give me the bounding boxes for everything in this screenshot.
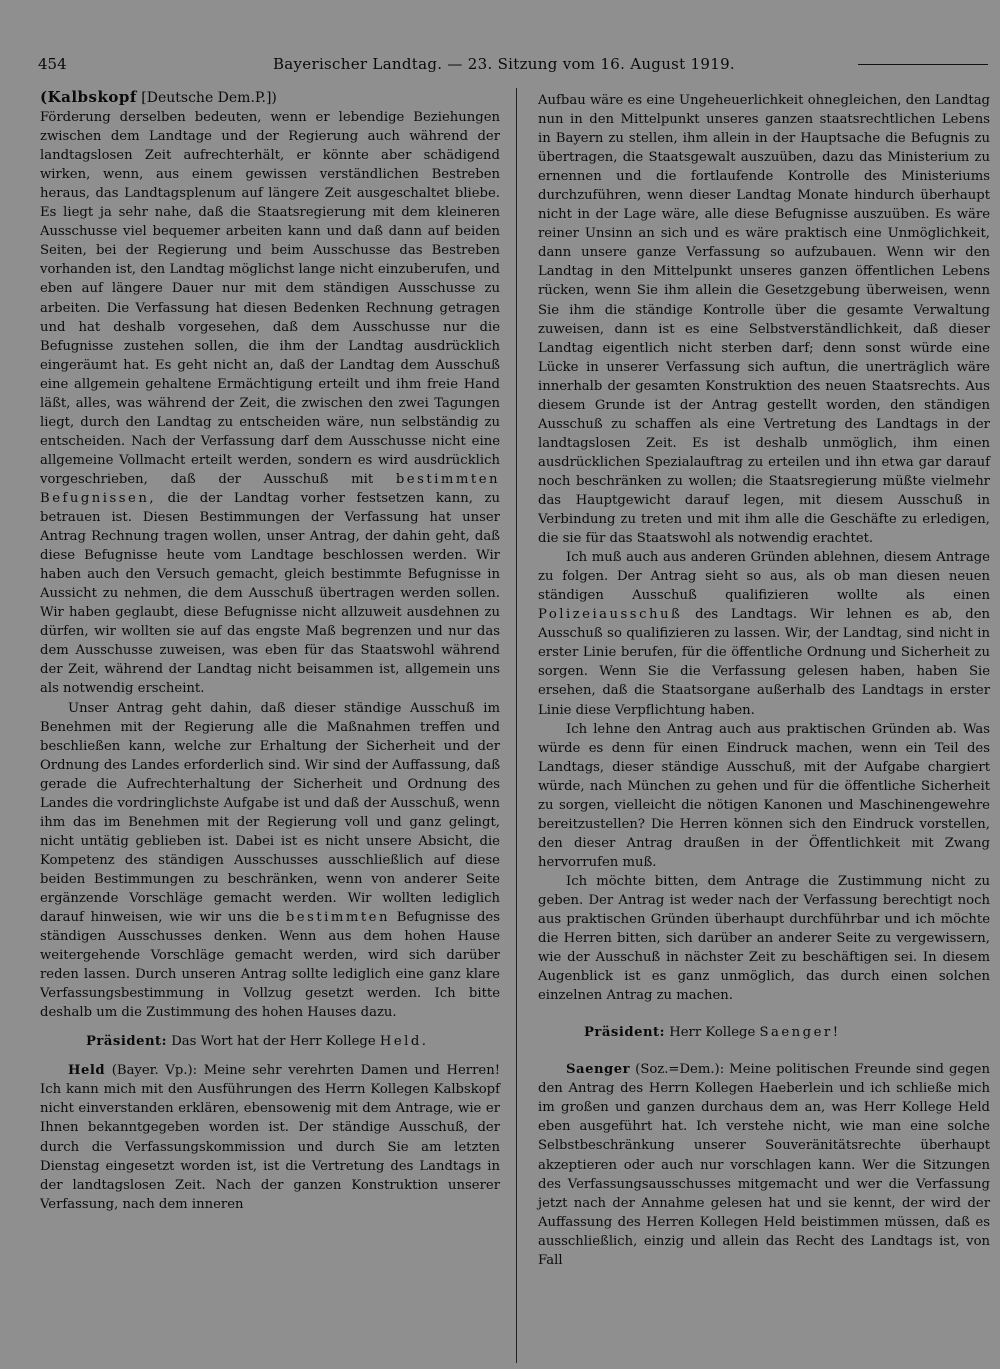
spacer — [40, 1022, 500, 1032]
spaced-emphasis: Polizeiausschuß — [538, 607, 683, 623]
spacer — [538, 1042, 990, 1060]
president-line — [40, 1032, 500, 1051]
column-divider — [516, 88, 517, 1363]
paragraph — [538, 548, 990, 719]
paragraph-text: des Landtags. Wir lehnen es ab, den Ausschuß so qualifizieren zu lassen. Wir, der Landtag, sind nicht in erster Linie berufen, für die öffentliche Ordnung und Sicherheit zu sorgen. Wenn Sie die Verfassung gelesen haben, haben Sie ersehen, daß die Staatsorgane außerhalb des Landtags in erster Linie diese Verpflichtung haben. — [538, 607, 990, 718]
paragraph: Ich lehne den Antrag auch aus praktischen Gründen ab. Was würde es denn für einen Eindruck machen, wenn ein Teil des Landtags, dieser ständige Ausschuß, mit der Aufgabe chargiert würde, nach München zu gehen und für die öffentliche Sicherheit zu sorgen, vielleicht die nötigen Kanonen und Maschinengewehre bereitzustellen? Die Herren können sich den Eindruck vorstellen, den dieser Antrag draußen in der Öffentlichkeit mit Zwang hervorrufen muß. — [538, 721, 990, 870]
spacer — [538, 1005, 990, 1023]
paragraph: Aufbau wäre es eine Ungeheuerlichkeit ohnegleichen, den Landtag nun in den Mittelpunkt unseres ganzen staatsrechtlichen Lebens in Bayern zu stellen, ihm allein in der Hauptsache die Befugnis zu übertragen, die Staatsgewalt auszuüben, dazu das Ministerium zu ernennen und die fortlaufende Kontrolle des Ministeriums durchzuführen, wenn dieser Landtag Monate hindurch überhaupt nicht in der Lage wäre, alle diese Befugnisse auszuüben. Es wäre reiner Unsinn an sich und es wäre praktisch eine Unmöglichkeit, dann unsere ganze Verfassung so aufzubauen. Wenn wir den Landtag in den Mittelpunkt unseres ganzen öffentlichen Lebens rücken, wenn Sie ihm allein die Gesetzgebung überweisen, wenn Sie ihm die ständige Kontrolle über die gesamte Verwaltung zuweisen, dann ist es eine Selbstverständlichkeit, daß dieser Landtag eigentlich nicht sterben darf; denn sonst würde eine Lücke in unserer Verfassung sich auftun, die unerträglich wäre innerhalb der gesamten Konstruktion des neuen Staatsrechts. Aus diesem Grunde ist der Antrag gestellt worden, den ständigen Ausschuß zu schaffen als eine Vertretung des Landtags in der landtagslosen Zeit. Es ist deshalb unmöglich, ihm einen ausdrücklichen Spezialauftrag zu erteilen und ihn etwa gar darauf noch beschränken zu wollen; die Staatsregierung müßte vielmehr das Hauptgewicht darauf legen, mit diesem Ausschuß in Verbindung zu treten und mit ihm alle die Geschäfte zu erledigen, die sie für das Staatswohl als notwendig erachtet. — [538, 93, 990, 547]
spaced-emphasis: bestimmten Befugnissen, — [40, 471, 500, 506]
running-title: Bayerischer Landtag. — 23. Sitzung vom 16. August 1919. — [272, 55, 736, 73]
speaker-party: (Soz.=Dem.): — [635, 1062, 725, 1078]
paragraph-text: Ich muß auch aus anderen Gründen ablehnen, diesem Antrage zu folgen. Der Antrag sieht so aus, als ob man diesen neuen ständigen Ausschuß qualifizieren wollte als einen — [538, 550, 990, 604]
spaced-emphasis: bestimmten — [285, 910, 390, 926]
header-rule — [858, 64, 988, 65]
spacer — [40, 1051, 500, 1061]
speaker-party: [Deutsche Dem.P.]) — [141, 90, 277, 106]
paragraph — [538, 1060, 990, 1270]
speaker-name: (Kalbskopf — [40, 88, 137, 106]
paragraph-text: Herr Kollege — [669, 1025, 756, 1041]
right-column — [538, 91, 990, 1270]
page-header — [38, 52, 988, 76]
paragraph-text: Meine politischen Freunde sind gegen den Antrag des Herrn Kollegen Haeberlein und ich schließe mich im großen und ganzen durchaus dem an, was Herr Kollege Held eben ausgeführt hat. Ich verstehe nicht, wie man eine solche Selbstbeschränkung unserer Souveränitätsrechte überhaupt akzeptieren oder auch nur vorschlagen kann. Wer die Sitzungen des Verfassungsausschusses mitgemacht und wer die Verfassung jetzt nach der Annahme gelesen hat und sie kennt, der wird der Auffassung des Herren Kollegen Held beistimmen müssen, daß es ausschließlich, einzig und allein das Recht des Landtags ist, von Fall — [538, 1062, 990, 1268]
spaced-emphasis: Saenger! — [759, 1025, 841, 1041]
continuation-heading — [40, 88, 500, 108]
left-column — [40, 88, 500, 1214]
spaced-emphasis: Held. — [379, 1034, 429, 1050]
speaker-name: Held — [68, 1063, 106, 1079]
paragraph — [40, 699, 500, 1023]
speaker-party: (Bayer. Vp.): — [111, 1063, 198, 1079]
paragraph-text: Befugnisse des ständigen Ausschusses denken. Wenn aus dem hohen Hause weitergehende Vorschläge gemacht werden, wird sich darüber reden lassen. Durch unseren Antrag sollte lediglich eine ganz klare Verfassungsbestimmung in Vollzug gesetzt werden. Ich bitte deshalb um die Zustimmung des hohen Hauses dazu. — [40, 910, 500, 1021]
speaker-name: Präsident: — [86, 1034, 168, 1050]
paragraph — [40, 108, 500, 698]
page-number: 454 — [38, 55, 67, 73]
paragraph-text: die der Landtag vorher festsetzen kann, zu betrauen ist. Diesen Bestimmungen der Verfassung hat unser Antrag Rechnung tragen wollen, unser Antrag, der dahin geht, daß diese Befugnisse heute vom Landtage beschlossen werden. Wir haben auch den Versuch gemacht, gleich bestimmte Befugnisse in Aussicht zu nehmen, die dem Ausschuß übertragen werden sollen. Wir haben geglaubt, diese Befugnisse nicht allzuweit ausdehnen zu dürfen, wir wollten sie auf das engste Maß begrenzen und nur das dem Ausschusse zuweisen, was eben für das Staatswohl während der Zeit, während der Landtag nicht beisammen ist, allgemein uns als notwendig erscheint. — [40, 490, 500, 697]
paragraph — [40, 1061, 500, 1213]
paragraph-text: Das Wort hat der Herr Kollege — [171, 1034, 376, 1050]
paragraph-text: Förderung derselben bedeuten, wenn er lebendige Beziehungen zwischen dem Landtage und der Regierung auch während der landtagslosen Zeit aufrechterhält, er könnte aber schädigend wirken, wenn, aus einem gewissen verständlichen Bestreben heraus, das Landtagsplenum auf längere Zeit ausgeschaltet bliebe. Es liegt ja sehr nahe, daß die Staatsregierung mit dem kleineren Ausschusse viel bequemer arbeiten kann und daß dann auf beiden Seiten, bei der Regierung und beim Ausschusse das Bestreben vorhanden ist, den Landtag möglichst lange nicht einzuberufen, und eben auf längere Dauer nur mit dem ständigen Ausschusse zu arbeiten. Die Verfassung hat diesen Bedenken Rechnung getragen und hat deshalb vorgesehen, daß dem Ausschusse nur die Befugnisse zustehen sollen, die ihm der Landtag ausdrücklich eingeräumt hat. Es geht nicht an, daß der Landtag dem Ausschuß eine allgemein gehaltene Ermächtigung erteilt und ihm freie Hand läßt, alles, was während der Zeit, die zwischen den zwei Tagungen liegt, durch den Landtag zu entscheiden wäre, nun selbständig zu entscheiden. Nach der Verfassung darf dem Ausschusse nicht eine allgemeine Vollmacht erteilt werden, sondern es wird ausdrücklich vorgeschrieben, daß der Ausschuß mit — [40, 110, 500, 487]
president-line — [538, 1023, 990, 1042]
speaker-name: Präsident: — [584, 1025, 666, 1041]
paragraph-text: Unser Antrag geht dahin, daß dieser ständige Ausschuß im Benehmen mit der Regierung alle die Maßnahmen treffen und beschließen kann, welche zur Erhaltung der Sicherheit und der Ordnung des Landes erforderlich sind. Wir sind der Auffassung, daß gerade die Aufrechterhaltung der Sicherheit und Ordnung des Landes die vordringlichste Aufgabe ist und daß der Ausschuß, wenn ihm das im Benehmen mit der Regierung voll und ganz gelingt, nicht untätig geblieben ist. Dabei ist es nicht unsere Absicht, die Kompetenz des ständigen Ausschusses ausschließlich auf diese beiden Bestimmungen zu beschränken, wenn von anderer Seite ergänzende Vorschläge gemacht werden. Wir wollten lediglich darauf hinweisen, wie wir uns die — [40, 700, 500, 926]
paragraph-text: Meine sehr verehrten Damen und Herren! Ich kann mich mit den Ausführungen des Herrn Kollegen Kalbskopf nicht einverstanden erklären, ebensowenig mit dem Antrage, wie er Ihnen bekanntgegeben worden ist. Der ständige Ausschuß, der durch die Verfassungskommission und durch Sie am letzten Dienstag eingesetzt worden ist, ist die Vertretung des Landtags in der landtagslosen Zeit. Nach der ganzen Konstruktion unserer Verfassung, nach dem inneren — [40, 1063, 501, 1212]
paragraph: Ich möchte bitten, dem Antrage die Zustimmung nicht zu geben. Der Antrag ist weder nach der Verfassung berechtigt noch aus praktischen Gründen überhaupt durchführbar und ich möchte die Herren bitten, sich darüber an anderer Seite zu vergewissern, wie der Ausschuß in nächster Zeit zu beschäftigen sei. In diesem Augenblick ist es ganz unmöglich, das durch einen solchen einzelnen Antrag zu machen. — [538, 873, 990, 1004]
speaker-name: Saenger — [566, 1062, 631, 1078]
